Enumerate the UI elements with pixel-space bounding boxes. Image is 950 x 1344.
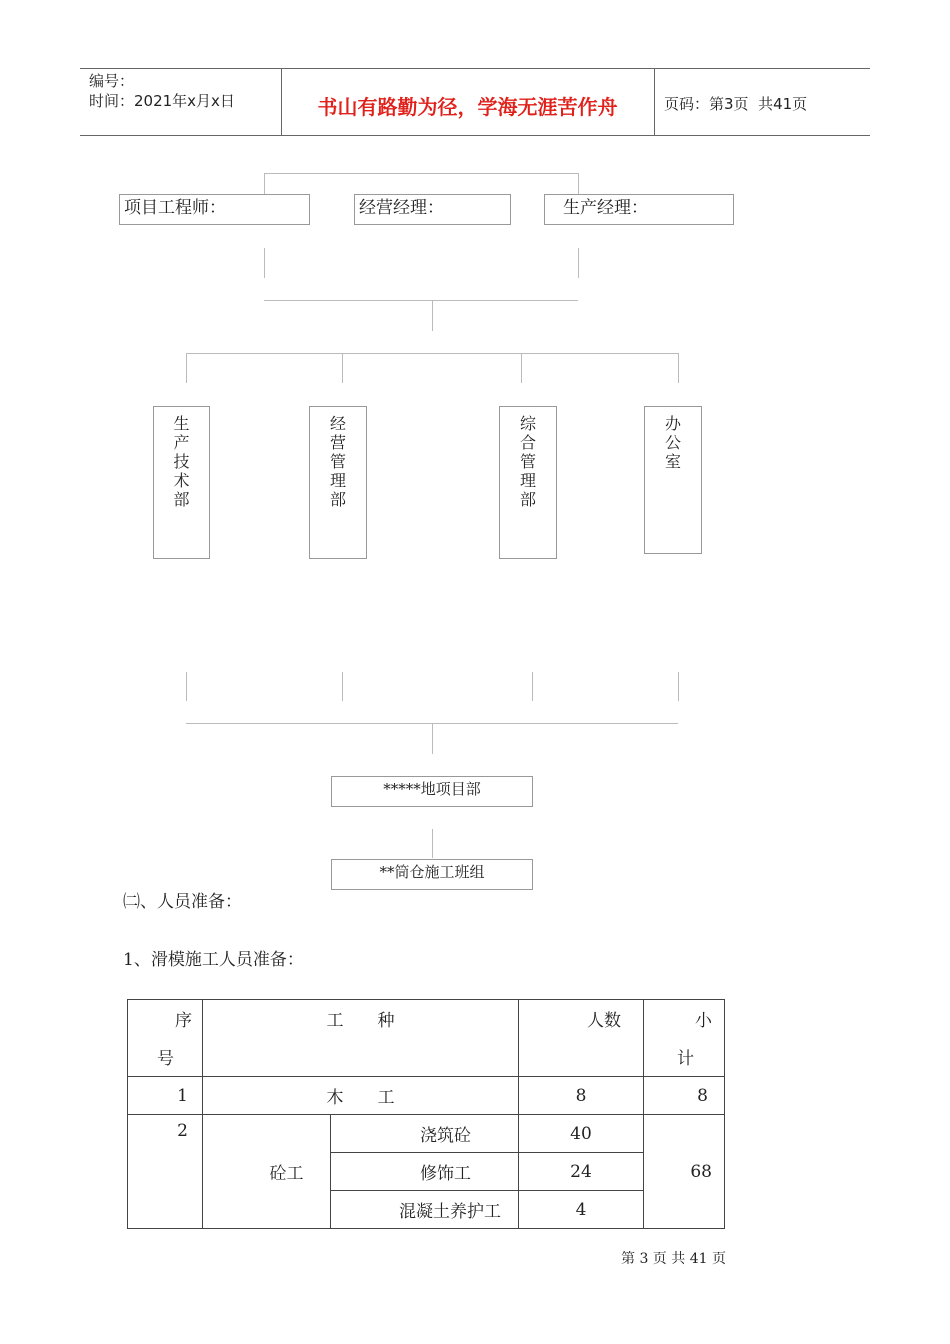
cell-subtotal: 8	[644, 1077, 725, 1115]
dept-box-general-mgmt	[499, 406, 557, 559]
dept-char: 理	[329, 471, 346, 490]
table-row	[128, 1077, 725, 1115]
manager-label: 项目工程师：	[124, 198, 226, 218]
table-row	[128, 1115, 725, 1153]
dept-char: 技	[173, 452, 190, 471]
cell-group: 砼工	[203, 1115, 331, 1229]
dept-char: 经	[329, 414, 346, 433]
dept-box-business-mgmt	[309, 406, 367, 559]
cell-count: 40	[519, 1115, 644, 1153]
cell-seq: 1	[128, 1077, 203, 1115]
dept-char: 管	[519, 452, 536, 471]
manager-label: 生产经理：	[563, 198, 648, 218]
header-motto: 书山有路勤为径，学海无涯苦作舟	[317, 95, 618, 119]
dept-char: 部	[173, 490, 190, 509]
cell-item-name: 修饰工	[331, 1153, 519, 1191]
document-time-label: 时间：2021年x月x日	[89, 92, 235, 110]
dept-char: 综	[519, 414, 536, 433]
manager-box-business	[354, 194, 511, 225]
manager-label: 经营经理：	[359, 198, 444, 218]
project-dept-box	[331, 776, 533, 807]
page-footer: 第 3 页 共 41 页	[621, 1251, 726, 1267]
cell-seq: 2	[128, 1115, 203, 1229]
table-header-row	[128, 1000, 725, 1077]
cell-count: 24	[519, 1153, 644, 1191]
dept-char: 室	[664, 452, 681, 471]
dept-char: 营	[329, 433, 346, 452]
header-subtotal	[644, 1000, 725, 1077]
dept-char: 合	[519, 433, 536, 452]
header-seq-top: 序	[175, 1011, 192, 1031]
cell-count: 8	[519, 1077, 644, 1115]
cell-subtotal: 68	[644, 1115, 725, 1229]
manager-box-production	[544, 194, 734, 225]
dept-char: 生	[173, 414, 190, 433]
cell-count: 4	[519, 1191, 644, 1229]
dept-char: 管	[329, 452, 346, 471]
dept-char: 部	[519, 490, 536, 509]
project-dept-label: *****地项目部	[383, 780, 481, 798]
team-label: **筒仓施工班组	[379, 863, 485, 881]
cell-item-name: 浇筑砼	[331, 1115, 519, 1153]
header-seq	[128, 1000, 203, 1077]
dept-char: 产	[173, 433, 190, 452]
header-subtotal-bottom: 计	[677, 1049, 694, 1069]
dept-char: 术	[173, 471, 190, 490]
header-trade: 工 种	[203, 1000, 519, 1077]
manager-box-engineer	[119, 194, 310, 225]
dept-char: 部	[329, 490, 346, 509]
team-box	[331, 859, 533, 890]
section-heading-personnel: ㈡、人员准备：	[123, 892, 242, 912]
header-count: 人数	[519, 1000, 644, 1077]
cell-item-name: 混凝土养护工	[331, 1191, 519, 1229]
header-subtotal-top: 小	[695, 1011, 712, 1031]
dept-char: 办	[664, 414, 681, 433]
dept-char: 理	[519, 471, 536, 490]
staffing-table	[127, 999, 725, 1229]
section-heading-slipform: 1、滑模施工人员准备：	[123, 950, 304, 970]
cell-trade: 木 工	[203, 1077, 519, 1115]
dept-box-office	[644, 406, 702, 554]
page-code: 页码：第3页 共41页	[664, 95, 808, 113]
dept-char: 公	[664, 433, 681, 452]
dept-box-production-tech	[153, 406, 210, 559]
document-number-label: 编号：	[89, 72, 135, 90]
header-seq-bottom: 号	[157, 1049, 174, 1069]
